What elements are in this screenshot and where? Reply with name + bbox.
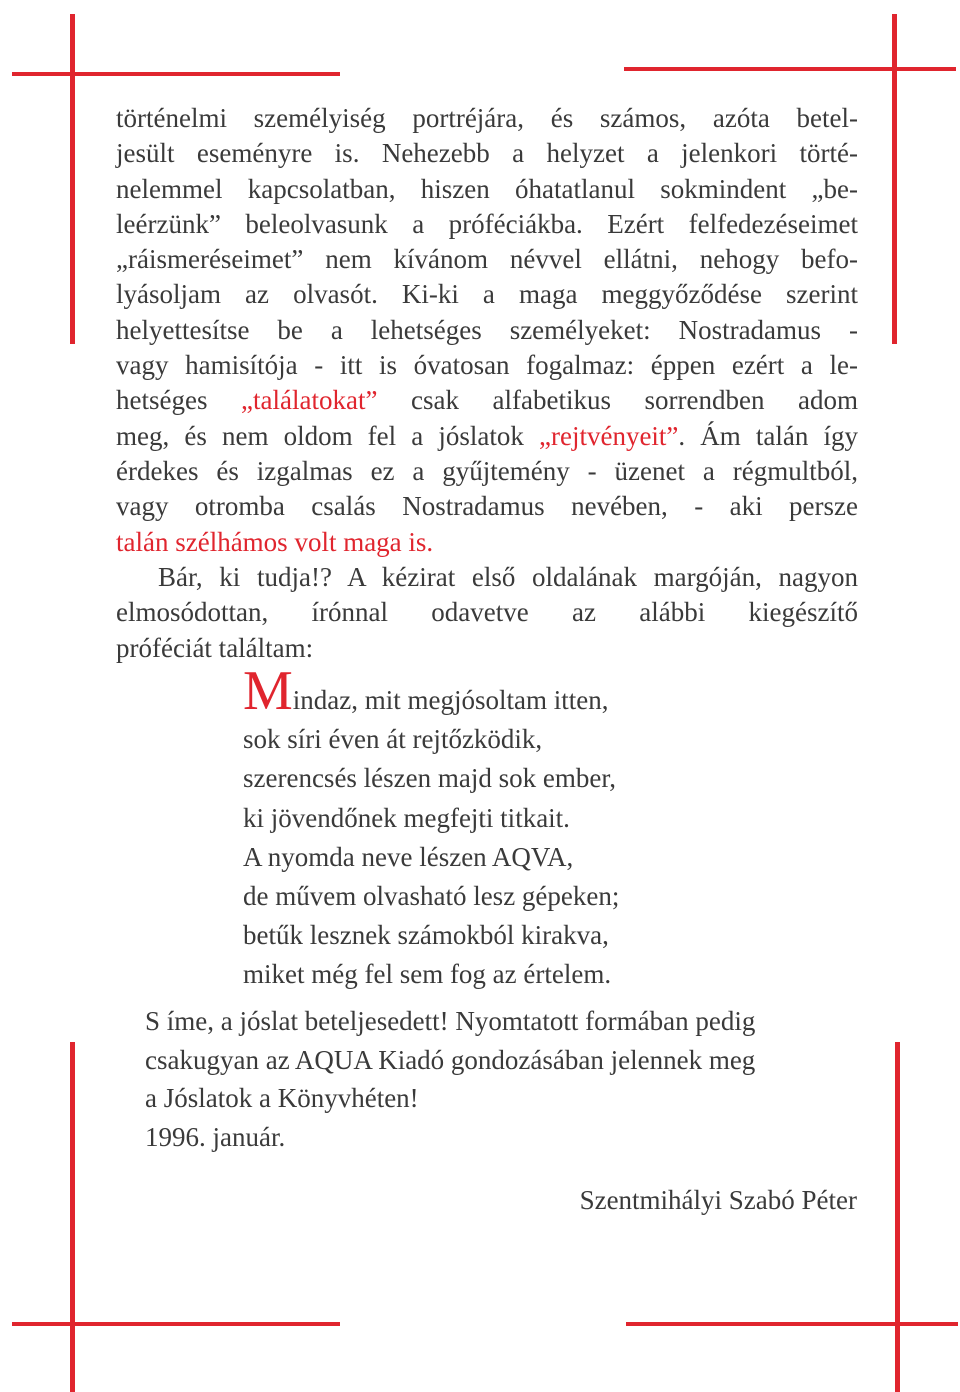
crop-mark-bottom-left-vertical <box>70 1042 75 1392</box>
intro-paragraph <box>116 101 858 560</box>
date-line: 1996. január. <box>145 1121 286 1152</box>
text-line: a Jóslatok a Könyvhéten! <box>145 1083 419 1113</box>
highlight-szelhamos: talán szélhámos volt maga is. <box>116 526 434 557</box>
text-span: meg, és nem oldom fel a jóslatok <box>116 420 539 451</box>
text-span: . Ám talán így <box>678 420 858 451</box>
text-line: „ráismeréseimet” nem kívánom névvel ellátni, nehogy befo- <box>116 244 858 275</box>
text-line <box>116 560 858 595</box>
prophecy-poem <box>243 660 843 995</box>
text-line <box>116 419 858 454</box>
crop-mark-top-left-horizontal <box>12 72 340 76</box>
text-line: érdekes és izgalmas ez a gyűjtemény - üzenet a régmultból, <box>116 455 858 486</box>
text-span: indaz, mit megjósoltam itten, <box>292 685 609 715</box>
crop-mark-bottom-right-horizontal <box>626 1322 958 1326</box>
text-line: elmosódottan, írónnal odavetve az alábbi kiegészítő <box>116 597 858 628</box>
poem-line: betűk lesznek számokból kirakva, <box>243 920 609 951</box>
text-line: leérzünk” beleolvasunk a próféciákba. Ezért felfedezéseimet <box>116 208 858 239</box>
text-line: vagy otromba csalás Nostradamus nevében, - aki persze <box>116 491 858 522</box>
crop-mark-top-right-vertical <box>892 14 897 344</box>
text-span: hetséges <box>116 385 242 416</box>
highlight-rejtvenyeit: „rejtvényeit” <box>539 420 679 451</box>
poem-line: A nyomda neve lészen AQVA, <box>243 841 574 872</box>
crop-mark-top-right-horizontal <box>624 67 956 71</box>
poem-line: szerencsés lészen majd sok ember, <box>243 763 617 794</box>
crop-mark-bottom-right-vertical <box>895 1042 900 1392</box>
text-line: vagy hamisítója - itt is óvatosan fogalmaz: éppen ezért a le- <box>116 350 858 381</box>
text-line: nelemmel kapcsolatban, hiszen óhatatlanul sokmindent „be- <box>116 173 858 204</box>
crop-mark-bottom-left-horizontal <box>12 1322 340 1326</box>
second-paragraph <box>116 560 858 666</box>
crop-mark-top-left-vertical <box>70 14 75 344</box>
text-line: próféciát találtam: <box>116 632 314 663</box>
highlight-talalatokat: „találatokat” <box>241 385 378 416</box>
drop-cap: M <box>243 660 293 722</box>
text-line: lyásoljam az olvasót. Ki-ki a maga meggyőződése szerint <box>116 279 858 310</box>
closing-paragraph <box>145 1002 857 1156</box>
text-line: jesült eseményre is. Nehezebb a helyzet a jelenkori törté- <box>116 138 858 169</box>
text-span: Bár, ki tudja!? A kézirat első oldalának margóján, nagyon <box>158 562 858 592</box>
text-line <box>116 383 858 418</box>
text-line: csakugyan az AQUA Kiadó gondozásában jelennek meg <box>145 1044 756 1075</box>
text-line: S íme, a jóslat beteljesedett! Nyomtatott formában pedig <box>145 1006 756 1036</box>
poem-line: de művem olvasható lesz gépeken; <box>243 881 620 912</box>
poem-line: sok síri éven át rejtőzködik, <box>243 724 543 755</box>
poem-line: ki jövendőnek megfejti titkait. <box>243 802 570 833</box>
text-span: csak alfabetikus sorrendben adom <box>377 385 858 416</box>
text-line: helyettesítse be a lehetséges személyeket: Nostradamus - <box>116 314 858 345</box>
poem-line <box>243 660 843 722</box>
author-signature: Szentmihályi Szabó Péter <box>579 1185 857 1215</box>
poem-line: miket még fel sem fog az értelem. <box>243 959 612 990</box>
text-line: történelmi személyiség portréjára, és számos, azóta betel- <box>116 103 858 133</box>
